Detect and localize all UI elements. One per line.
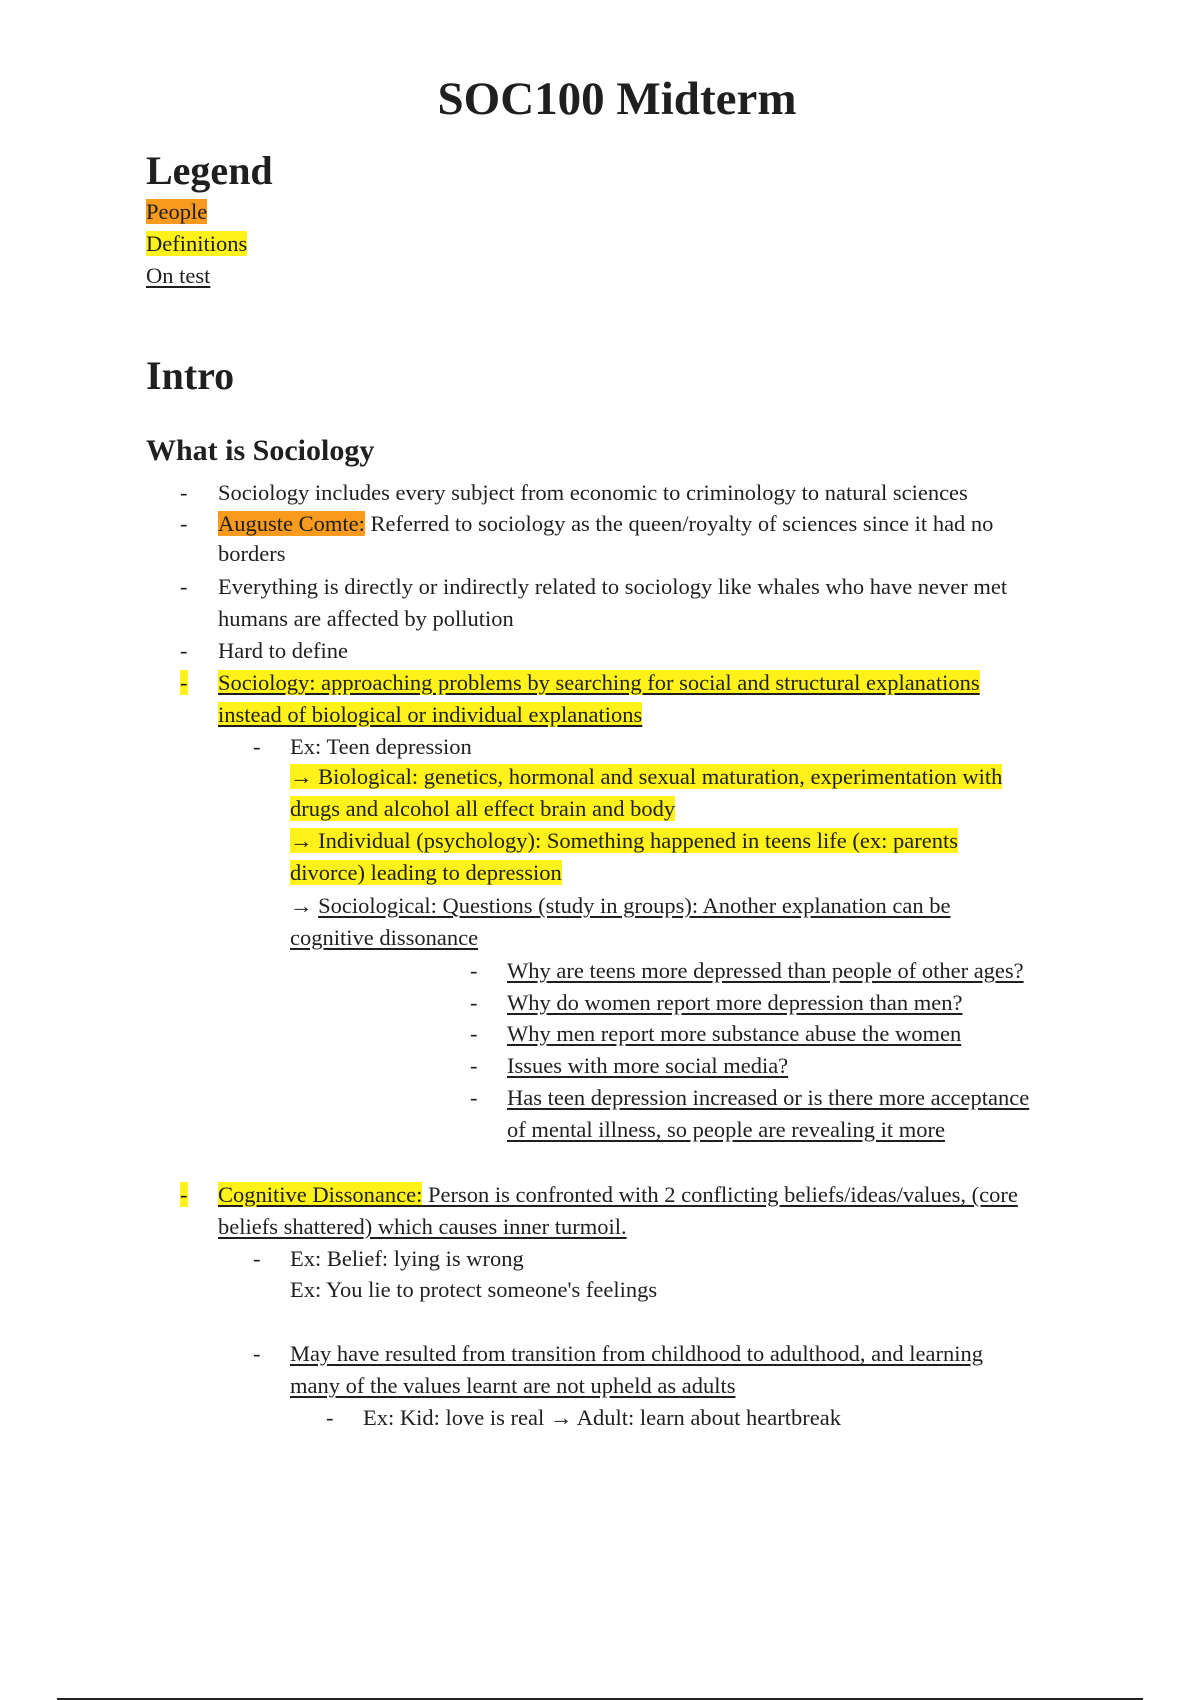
- individual-l2: [290, 858, 562, 888]
- definition-highlight: instead of biological or individual explanations: [218, 702, 643, 727]
- example-lie: Ex: You lie to protect someone's feelings: [290, 1277, 658, 1302]
- bullet-everything-l1: Everything is directly or indirectly related to sociology like whales who have never met: [218, 574, 1008, 599]
- question-item: Why are teens more depressed than people of other ages?: [507, 958, 1024, 983]
- question-item-cont: of mental illness, so people are revealing it more: [507, 1117, 945, 1142]
- sociology-definition-l2: [218, 700, 642, 730]
- example-teen-depression: Ex: Teen depression: [290, 734, 472, 759]
- legend-on-test: On test: [146, 263, 211, 288]
- arrow-glyph: →: [290, 893, 319, 918]
- definition-highlight: → Biological: genetics, hormonal and sexual maturation, experimentation with: [290, 764, 1003, 789]
- definition-highlight: divorce) leading to depression: [290, 860, 562, 885]
- cognitive-dissonance-l1: [218, 1180, 1018, 1210]
- question-item: Why do women report more depression than men?: [507, 990, 963, 1015]
- legend-people: [146, 197, 207, 227]
- sub-sub-bullet-dash: -: [326, 1405, 334, 1430]
- sub-bullet-dash: -: [253, 1246, 261, 1271]
- individual-l1: [290, 826, 958, 856]
- bullet-dash-highlight: -: [180, 670, 188, 695]
- legend-definitions: [146, 229, 247, 259]
- question-item: Why men report more substance abuse the women: [507, 1021, 962, 1046]
- question-dash: -: [470, 990, 478, 1015]
- biological-l2: [290, 794, 675, 824]
- bullet-hard-to-define: Hard to define: [218, 638, 348, 663]
- bullet-subject-scope: Sociology includes every subject from economic to criminology to natural sciences: [218, 480, 968, 505]
- transition-l2: many of the values learnt are not upheld as adults: [290, 1373, 736, 1398]
- biological-l1: [290, 762, 1002, 792]
- bullet-dash: [180, 668, 188, 698]
- person-highlight: Auguste Comte:: [218, 511, 365, 536]
- bullet-dash: [180, 1180, 188, 1210]
- what-is-sociology-heading: What is Sociology: [146, 434, 375, 467]
- sub-bullet-dash: -: [253, 1341, 261, 1366]
- bullet-comte-cont: borders: [218, 541, 286, 566]
- sub-bullet-dash: -: [253, 734, 261, 759]
- bullet-dash: -: [180, 480, 188, 505]
- question-dash: -: [470, 1021, 478, 1046]
- question-dash: -: [470, 958, 478, 983]
- question-dash: -: [470, 1085, 478, 1110]
- definition-highlight: Sociology: approaching problems by searching for social and structural explanations: [218, 670, 980, 695]
- sociological-l2: cognitive dissonance: [290, 925, 479, 950]
- sociological-l1: [290, 891, 951, 921]
- definition-highlight: drugs and alcohol all effect brain and body: [290, 796, 676, 821]
- sociological-text: Sociological: Questions (study in groups): Another explanation can be: [318, 893, 951, 918]
- example-belief: Ex: Belief: lying is wrong: [290, 1246, 524, 1271]
- intro-heading: Intro: [146, 353, 235, 398]
- example-kid-adult: Ex: Kid: love is real → Adult: learn about heartbreak: [363, 1405, 841, 1430]
- bullet-dash-highlight: -: [180, 1182, 188, 1207]
- cognitive-dissonance-l2: beliefs shattered) which causes inner turmoil.: [218, 1214, 627, 1239]
- bullet-everything-l2: humans are affected by pollution: [218, 606, 514, 631]
- cognitive-dissonance-text: Person is confronted with 2 conflicting beliefs/ideas/values, (core: [422, 1182, 1018, 1207]
- comte-text: Referred to sociology as the queen/royalty of sciences since it had no: [364, 511, 994, 536]
- bullet-comte: [218, 509, 993, 539]
- bullet-dash: -: [180, 574, 188, 599]
- bullet-dash: -: [180, 638, 188, 663]
- legend-definitions-label: Definitions: [146, 231, 248, 256]
- definition-highlight: → Individual (psychology): Something happened in teens life (ex: parents: [290, 828, 958, 853]
- legend-heading: Legend: [146, 148, 273, 193]
- sociology-definition-l1: [218, 668, 980, 698]
- question-dash: -: [470, 1053, 478, 1078]
- transition-l1: May have resulted from transition from childhood to adulthood, and learning: [290, 1341, 983, 1366]
- definition-highlight: Cognitive Dissonance:: [218, 1182, 423, 1207]
- bullet-dash: -: [180, 511, 188, 536]
- document-title: SOC100 Midterm: [437, 73, 797, 125]
- legend-people-label: People: [146, 199, 208, 224]
- question-item: Has teen depression increased or is there more acceptance: [507, 1085, 1030, 1110]
- question-item: Issues with more social media?: [507, 1053, 789, 1078]
